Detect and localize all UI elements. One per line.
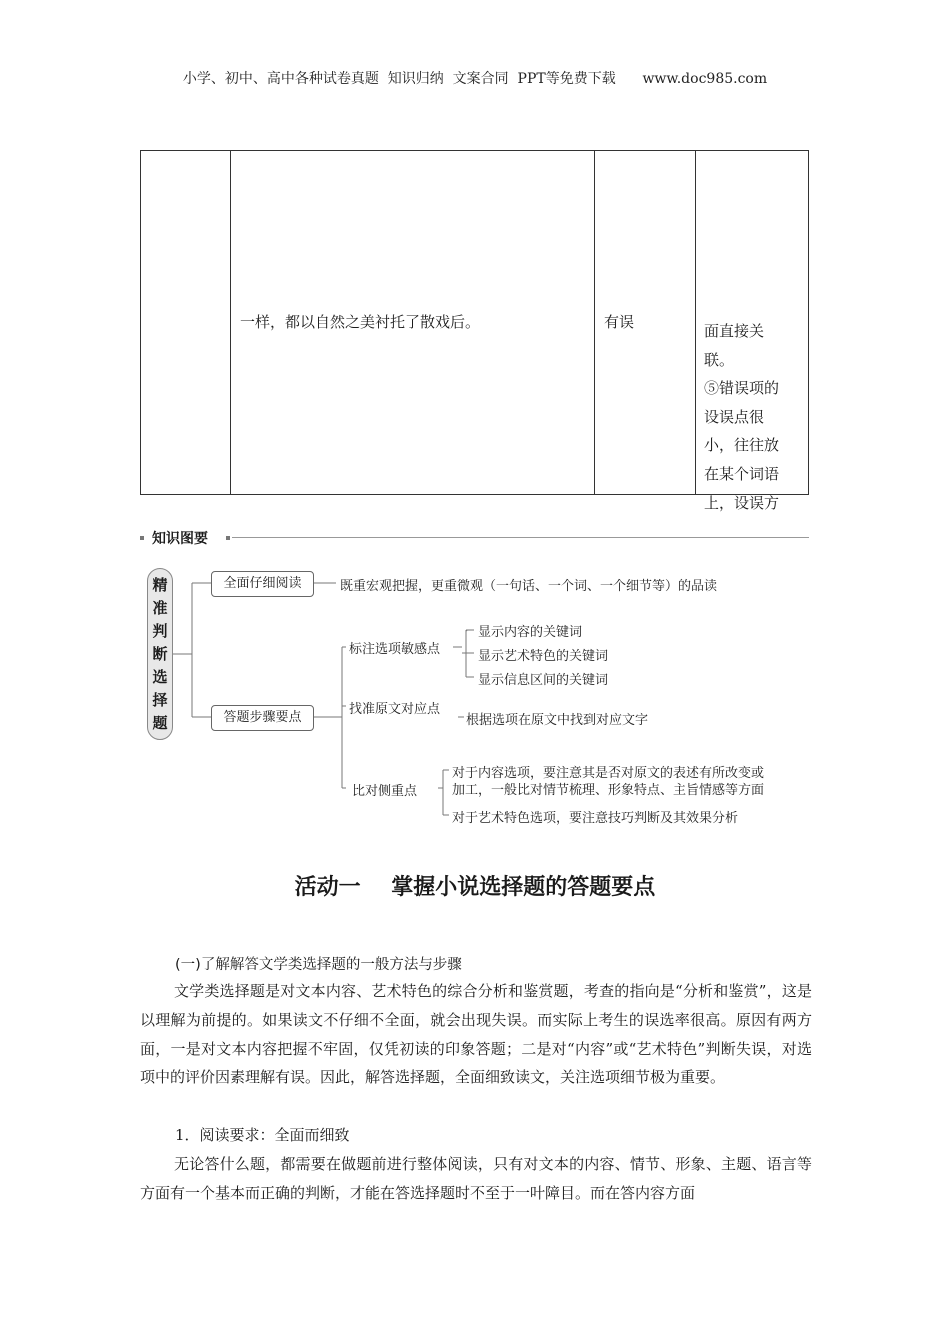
mindmap-leaf: 根据选项在原文中找到对应文字 [466, 713, 649, 728]
note-line: 联。 [704, 350, 735, 369]
root-char: 精 [152, 576, 168, 594]
root-char: 准 [152, 599, 168, 617]
mindmap-branch-reading: 全面仔细阅读 [211, 571, 314, 597]
paragraph: 文学类选择题是对文本内容、艺术特色的综合分析和鉴赏题，考查的指向是“分析和鉴赏”，这是以理解为前提的。如果读文不仔细不全面，就会出现失误。而实际上考生的误选率很高。原因有两方面，一是对文本内容把握不牢固，仅凭初读的印象答题；二是对“内容”或“艺术特色”判断失误，对选项中的评价因素理解有误。因此，解答选择题，全面细致读文，关注选项细节极为重要。 [140, 982, 812, 1087]
mindmap-root [147, 568, 173, 740]
note-line: 上，设误方 [704, 493, 780, 512]
root-char: 判 [152, 622, 168, 640]
paragraph: 无论答什么题，都需要在做题前进行整体阅读，只有对文本的内容、情节、形象、主题、语言等方面有一个基本而正确的判断，才能在答选择题时不至于一叶障目。而在答内容方面 [140, 1155, 812, 1202]
item-heading: 阅读要求：全面而细致 [199, 1126, 350, 1144]
mindmap-step-compare: 比对侧重点 [352, 784, 418, 799]
mindmap-leaf: 显示信息区间的关键词 [478, 673, 609, 688]
note-line: ⑤错误项的 [704, 379, 780, 398]
activity-title: 活动一 掌握小说选择题的答题要点 [294, 875, 656, 900]
mindmap-leaf-reading: 既重宏观把握，更重微观（一句话、一个词、一个细节等）的品读 [340, 579, 718, 594]
item-number: 1． [175, 1126, 200, 1144]
note-line: 设误点很 [704, 407, 765, 426]
table-cell-judgment: 有误 [604, 313, 635, 331]
table-cell-option-text: 一样，都以自然之美衬托了散戏后。 [240, 313, 481, 331]
subheading: (一)了解解答文学类选择题的一般方法与步骤 [175, 957, 462, 973]
mindmap-leaf: 加工，一般比对情节梳理、形象特点、主旨情感等方面 [452, 783, 765, 798]
mindmap-step-mark: 标注选项敏感点 [349, 642, 441, 657]
root-char: 择 [152, 691, 168, 709]
mindmap-leaf: 对于艺术特色选项，要注意技巧判断及其效果分析 [452, 811, 739, 826]
note-line: 在某个词语 [704, 464, 780, 483]
mindmap-branch-steps: 答题步骤要点 [211, 705, 314, 731]
note-line: 面直接关 [704, 322, 765, 340]
root-char: 选 [152, 668, 168, 686]
root-char: 题 [152, 714, 168, 732]
mindmap-leaf: 显示艺术特色的关键词 [478, 649, 609, 664]
list-item [175, 1124, 350, 1145]
page-header: 小学、初中、高中各种试卷真题 知识归纳 文案合同 PPT等免费下载 www.doc985.com [182, 71, 768, 87]
mindmap-leaf: 显示内容的关键词 [478, 625, 583, 640]
root-char: 断 [152, 645, 168, 663]
section-label: 知识图要 [152, 531, 208, 547]
note-line: 小，往往放 [704, 436, 780, 455]
mindmap-leaf: 对于内容选项，要注意其是否对原文的表述有所改变或 [452, 766, 765, 781]
mindmap-step-locate: 找准原文对应点 [349, 702, 441, 717]
